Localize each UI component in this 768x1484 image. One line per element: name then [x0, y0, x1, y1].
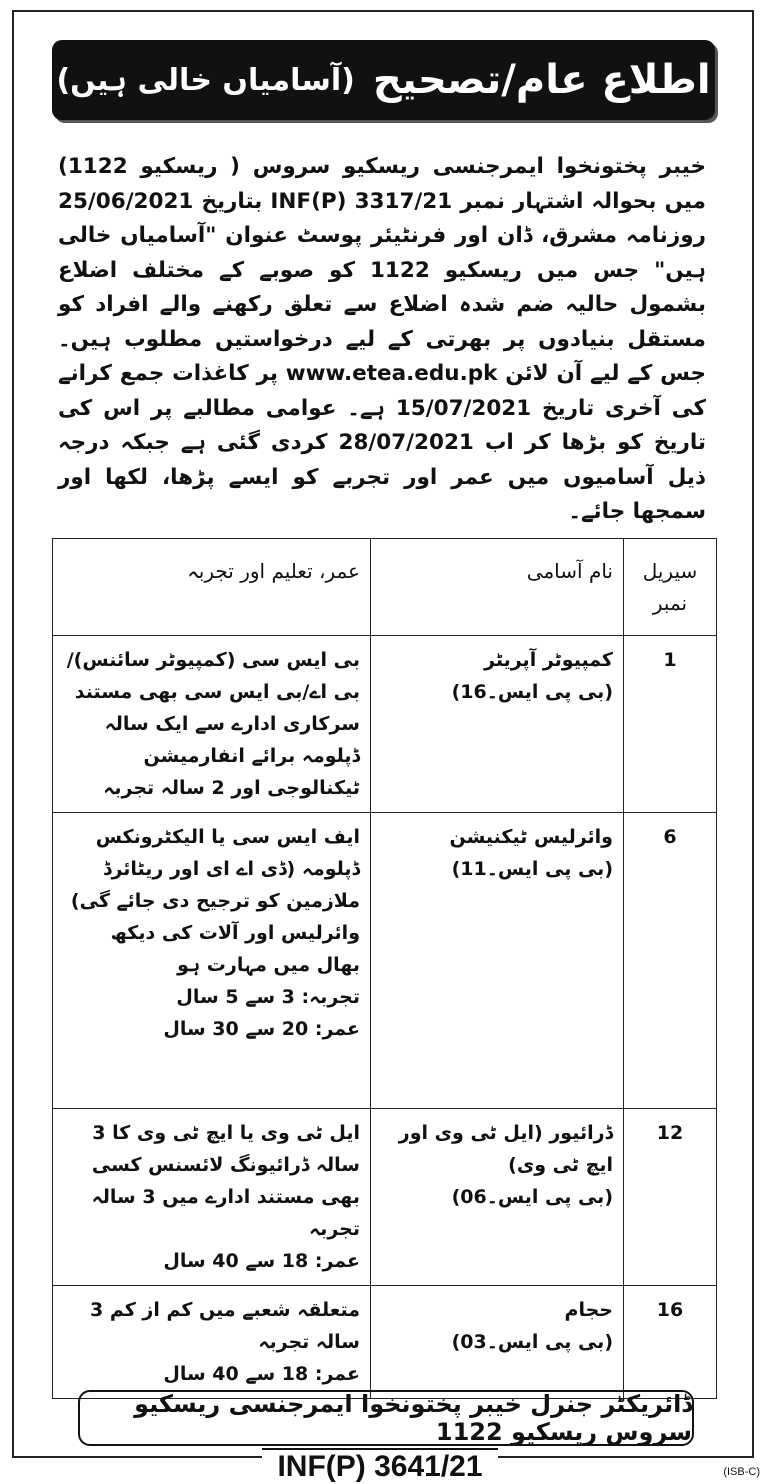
- table-header-row: [53, 539, 717, 636]
- table-row: [53, 813, 717, 1109]
- table-row: [53, 1109, 717, 1286]
- cell-serial: 16: [624, 1286, 717, 1399]
- notice-banner: [52, 40, 715, 120]
- cell-post: کمپیوٹر آپریٹر (بی پی ایس۔16): [371, 636, 624, 813]
- cell-post: حجام (بی پی ایس۔03): [371, 1286, 624, 1399]
- header-qualification: عمر، تعلیم اور تجربہ: [53, 539, 371, 636]
- notice-subtitle: (آسامیاں خالی ہیں): [56, 62, 355, 98]
- cell-serial: 1: [624, 636, 717, 813]
- vacancy-table: [52, 538, 717, 1399]
- cell-qualification: ایف ایس سی یا الیکٹرونکس ڈپلومہ (ڈی اے ای اور ریٹائرڈ ملازمین کو ترجیح دی جائے گی) وائرلیس اور آلات کی دیکھ بھال میں مہارت ہو تجربہ: 3 سے 5 سال عمر: 20 سے 30 سال: [53, 813, 371, 1109]
- header-post: نام آسامی: [371, 539, 624, 636]
- issuer-name: ڈائریکٹر جنرل خیبر پختونخوا ایمرجنسی ریسکیو سروس ریسکیو 1122: [134, 1390, 692, 1446]
- cell-serial: 12: [624, 1109, 717, 1286]
- reference-number: INF(P) 3641/21: [262, 1448, 498, 1484]
- cell-post: ڈرائیور (ایل ٹی وی اور ایچ ٹی وی) (بی پی ایس۔06): [371, 1109, 624, 1286]
- cell-post: وائرلیس ٹیکنیشن (بی پی ایس۔11): [371, 813, 624, 1109]
- issuer-box: [78, 1390, 694, 1446]
- cell-serial: 6: [624, 813, 717, 1109]
- cell-qualification: متعلقہ شعبے میں کم از کم 3 سالہ تجربہ عمر: 18 سے 40 سال: [53, 1286, 371, 1399]
- notice-title: اطلاع عام/تصحیح: [372, 57, 711, 103]
- corner-note: (ISB-C): [723, 1466, 760, 1478]
- intro-paragraph: خیبر پختونخوا ایمرجنسی ریسکیو سروس ( ریسکیو 1122) میں بحوالہ اشتہار نمبر INF(P) 3317/21 بتاریخ 25/06/2021 روزنامہ مشرق، ڈان اور فرنٹیئر پوسٹ عنوان "آسامیاں خالی ہیں" جس میں ریسکیو 1122 کو صوبے کے مختلف اضلاع بشمول حالیہ ضم شدہ اضلاع سے تعلق رکھنے والے افراد کو مستقل بنیادوں پر بھرتی کے لیے درخواستیں مطلوب ہیں۔ جس کے لیے آن لائن www.etea.edu.pk پر کاغذات جمع کرانے کی آخری تاریخ 15/07/2021 ہے۔ عوامی مطالبے پر اس کی تاریخ کو بڑھا کر اب 28/07/2021 کردی گئی ہے جبکہ درجہ ذیل آسامیوں میں عمر اور تجربے کو ایسے پڑھا، لکھا اور سمجھا جائے۔: [58, 154, 706, 524]
- header-serial: سیریل نمبر: [624, 539, 717, 636]
- cell-qualification: بی ایس سی (کمپیوٹر سائنس)/بی اے/بی ایس سی بھی مستند سرکاری ادارے سے ایک سالہ ڈپلومہ برائے انفارمیشن ٹیکنالوجی اور 2 سالہ تجربہ: [53, 636, 371, 813]
- cell-qualification: ایل ٹی وی یا ایچ ٹی وی کا 3 سالہ ڈرائیونگ لائسنس کسی بھی مستند ادارے میں 3 سالہ تجربہ عمر: 18 سے 40 سال: [53, 1109, 371, 1286]
- table-row: [53, 1286, 717, 1399]
- table-row: [53, 636, 717, 813]
